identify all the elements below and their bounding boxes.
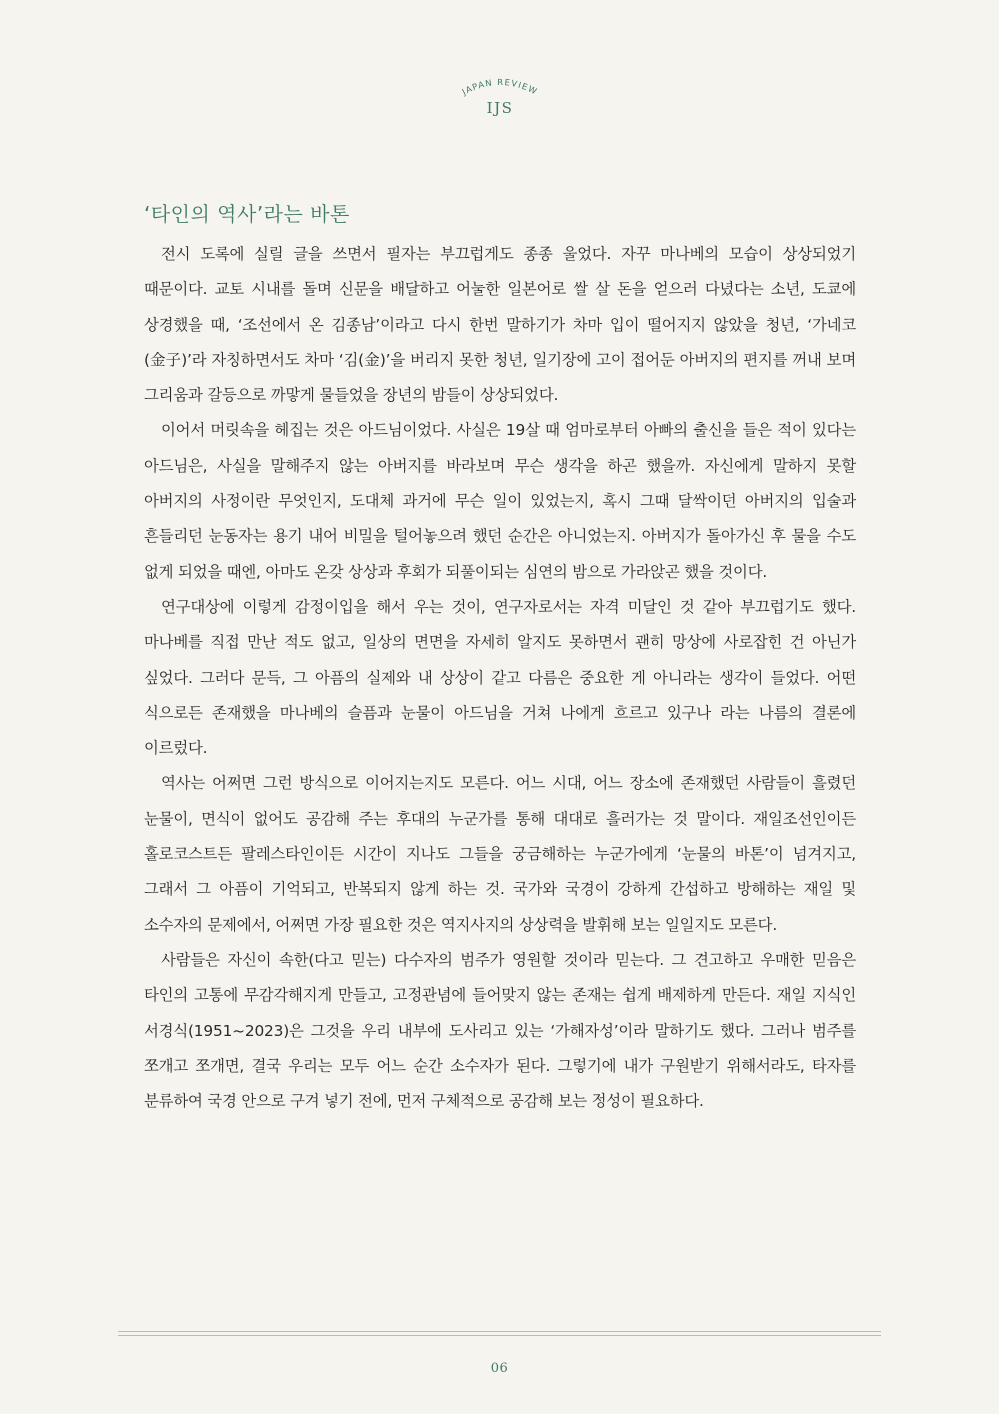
journal-logo-text: IJS (486, 99, 513, 116)
ijs-logo (440, 70, 560, 116)
section-title: ‘타인의 역사’라는 바톤 (144, 202, 350, 226)
masthead (0, 70, 999, 116)
svg-text:JAPAN REVIEW (459, 78, 538, 98)
paragraph: 사람들은 자신이 속한(다고 믿는) 다수자의 범주가 영원할 것이라 믿는다. 그 견고하고 우매한 믿음은 타인의 고통에 무감각해지게 만들고, 고정관념에 들어맞지 않는 존재는 쉽게 배제하게 만든다. 재일 지식인 서경식(1951~2023)은 그것을 우리 내부에 도사리고 있는 ‘가해자성’이라 말하기도 했다. 그러나 범주를 쪼개고 쪼개면, 결국 우리는 모두 어느 순간 소수자가 된다. 그렇기에 내가 구원받기 위해서라도, 타자를 분류하여 국경 안으로 구겨 넣기 전에, 먼저 구체적으로 공감해 보는 정성이 필요하다. (144, 950, 856, 1111)
page-number: 06 (490, 1361, 509, 1376)
article-body (144, 237, 856, 1119)
paragraph: 연구대상에 이렇게 감정이입을 해서 우는 것이, 연구자로서는 자격 미달인 것 같아 부끄럽기도 했다. 마나베를 직접 만난 적도 없고, 일상의 면면을 자세히 알지도 못하면서 괜히 망상에 사로잡힌 건 아닌가 싶었다. 그러다 문득, 그 아픔의 실제와 내 상상이 같고 다름은 중요한 게 아니라는 생각이 들었다. 어떤 식으로든 존재했을 마나베의 슬픔과 눈물이 아드님을 거쳐 나에게 흐르고 있구나 라는 나름의 결론에 이르렀다. (144, 597, 856, 758)
journal-arc-text: JAPAN REVIEW (460, 77, 539, 98)
paragraph: 이어서 머릿속을 헤집는 것은 아드님이었다. 사실은 19살 때 엄마로부터 아빠의 출신을 들은 적이 있다는 아드님은, 사실을 말해주지 않는 아버지를 바라보며 무슨 생각을 하곤 했을까. 자신에게 말하지 못할 아버지의 사정이란 무엇인지, 도대체 과거에 무슨 일이 있었는지, 혹시 그때 달싹이던 아버지의 입술과 흔들리던 눈동자는 용기 내어 비밀을 털어놓으려 했던 순간은 아니었는지. 아버지가 돌아가신 후 물을 수도 없게 되었을 때엔, 아마도 온갖 상상과 후회가 되풀이되는 심연의 밤으로 가라앉곤 했을 것이다. (144, 421, 856, 581)
paragraph: 전시 도록에 실릴 글을 쓰면서 필자는 부끄럽게도 종종 울었다. 자꾸 마나베의 모습이 상상되었기 때문이다. 교토 시내를 돌며 신문을 배달하고 어눌한 일본어로 쌀 살 돈을 얻으러 다녔다는 소년, 도쿄에 상경했을 때, ‘조선에서 온 김종남’이라고 다시 한번 말하기가 차마 입이 떨어지지 않았을 청년, ‘가네코(金子)’라 자칭하면서도 차마 ‘김(金)’을 버리지 못한 청년, 일기장에 고이 접어둔 아버지의 편지를 꺼내 보며 그리움과 갈등으로 까맣게 물들었을 장년의 밤들이 상상되었다. (144, 245, 856, 405)
footer-divider (118, 1331, 881, 1332)
paragraph: 역사는 어쩌면 그런 방식으로 이어지는지도 모른다. 어느 시대, 어느 장소에 존재했던 사람들이 흘렸던 눈물이, 면식이 없어도 공감해 주는 후대의 누군가를 통해 대대로 흘러가는 것 말이다. 재일조선인이든 홀로코스트든 팔레스타인이든 시간이 지나도 그들을 궁금해하는 누군가에게 ‘눈물의 바톤’이 넘겨지고, 그래서 그 아픔이 기억되고, 반복되지 않게 하는 것. 국가와 국경이 강하게 간섭하고 방해하는 재일 및 소수자의 문제에서, 어쩌면 가장 필요한 것은 역지사지의 상상력을 발휘해 보는 일일지도 모른다. (144, 774, 856, 934)
footer-divider (118, 1335, 881, 1336)
